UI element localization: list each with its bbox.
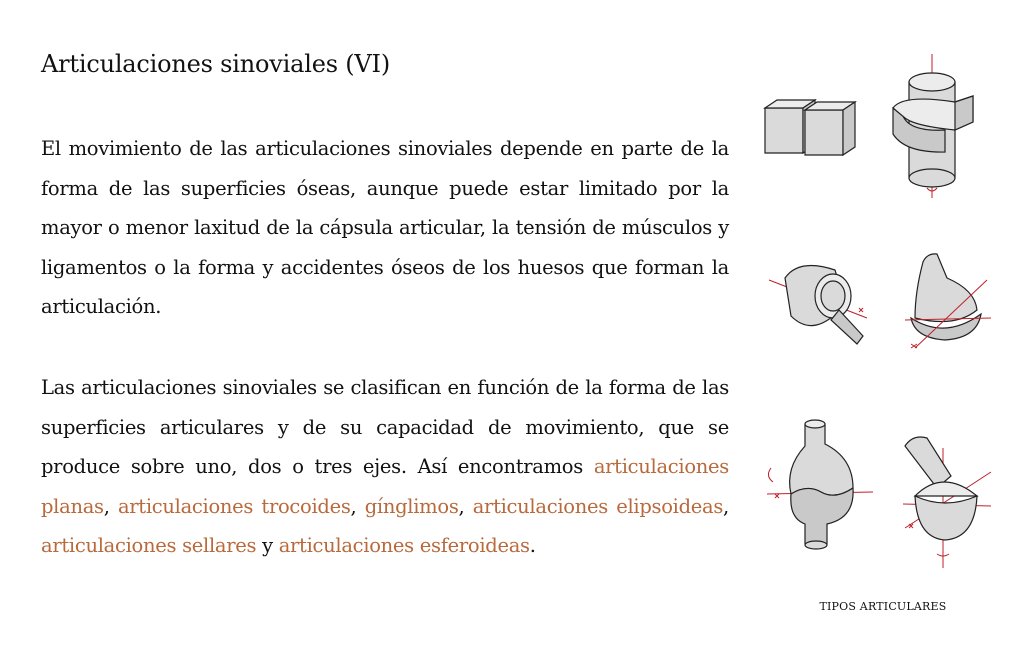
separator: . [529, 534, 536, 557]
saddle-joint-figure [767, 420, 873, 549]
pivot-joint-figure [893, 54, 973, 198]
joint-types-illustration [755, 48, 995, 578]
separator: , [723, 494, 729, 518]
plane-joint-figure [765, 100, 855, 155]
link-articulaciones-elipsoideas[interactable]: articulaciones elipsoideas [472, 494, 724, 518]
classification-intro-text: Las articulaciones sinoviales se clasifican en función de la forma de las superficies articulares y de su capacidad de movimiento, que se produce sobre uno, dos o tres ejes. Así encontramos [41, 376, 729, 478]
link-articulaciones-sellares[interactable]: articulaciones sellares [41, 534, 257, 557]
intro-paragraph: El movimiento de las articulaciones sinoviales depende en parte de la forma de las superficies óseas, aunque puede estar limitado por la mayor o menor laxitud de la cápsula articular, la tensión de músculos y ligamentos o la forma y accidentes óseos de los huesos que forman la articulación. [41, 137, 729, 318]
ellipsoid-joint-figure [905, 254, 991, 348]
joint-types-svg [755, 48, 995, 578]
separator: , [458, 494, 473, 518]
hinge-joint-figure [769, 266, 867, 345]
ball-socket-joint-figure [903, 437, 991, 568]
separator: , [350, 494, 365, 518]
link-articulaciones-planas[interactable]: articulaciones planas [41, 455, 729, 518]
figure-caption: TIPOS ARTICULARES [819, 600, 947, 613]
link-articulaciones-trocoides[interactable]: articulaciones trocoides [117, 494, 351, 518]
separator: , [103, 494, 118, 518]
classification-paragraph [41, 368, 729, 566]
page-title: Articulaciones sinoviales (VI) [41, 50, 390, 78]
link-articulaciones-esferoideas[interactable]: articulaciones esferoideas [278, 534, 530, 557]
link-ginglimos[interactable]: gínglimos [364, 494, 459, 518]
separator: y [256, 534, 279, 557]
